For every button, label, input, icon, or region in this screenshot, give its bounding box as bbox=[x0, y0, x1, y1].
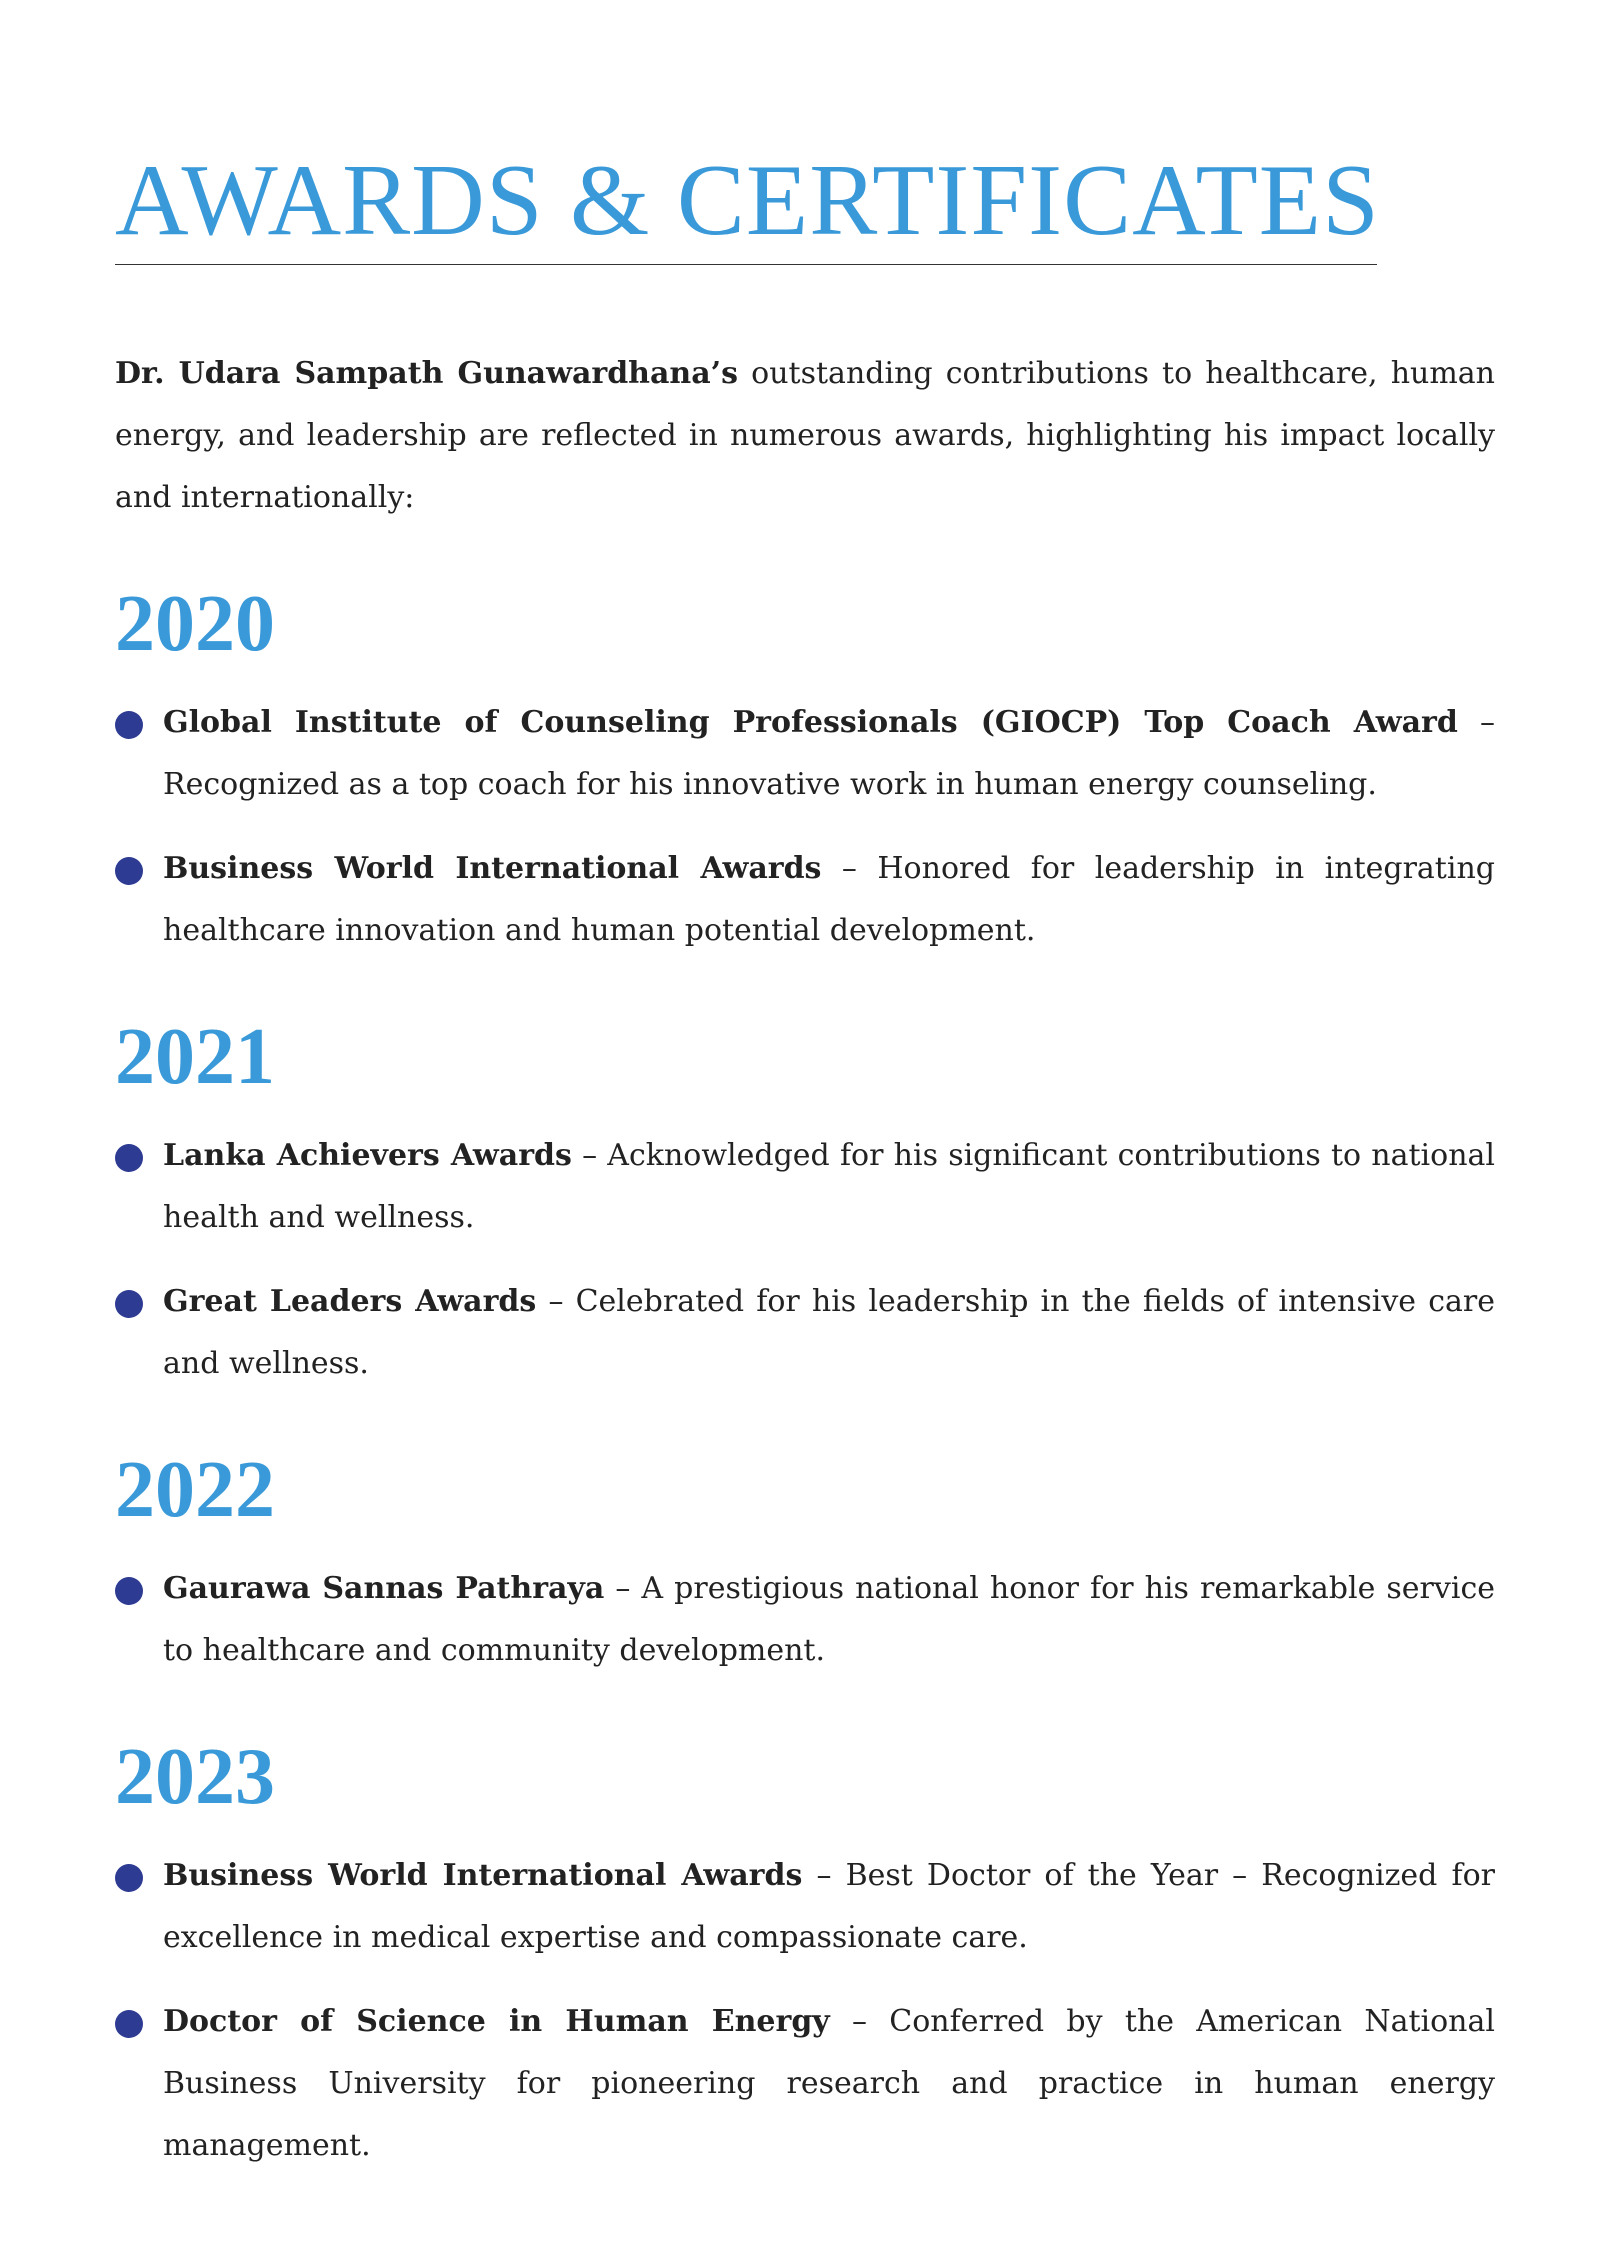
award-item bbox=[115, 1125, 1495, 1249]
bullet-icon bbox=[115, 711, 143, 739]
award-name: Lanka Achievers Awards bbox=[163, 1138, 572, 1173]
award-name: Business World International Awards bbox=[163, 851, 822, 886]
year-heading-2023: 2023 bbox=[115, 1733, 275, 1821]
award-name: Doctor of Science in Human Energy bbox=[163, 2004, 830, 2039]
bullet-icon bbox=[115, 1577, 143, 1605]
award-name: Business World International Awards bbox=[163, 1858, 803, 1893]
intro-name: Dr. Udara Sampath Gunawardhana’s bbox=[115, 356, 739, 391]
bullet-icon bbox=[115, 1864, 143, 1892]
award-description: – A prestigious national honor for his remarkable service to healthcare and community development. bbox=[163, 1571, 1495, 1668]
award-description: – Acknowledged for his significant contributions to national health and wellness. bbox=[163, 1138, 1495, 1235]
title-underline bbox=[115, 264, 1377, 265]
bullet-icon bbox=[115, 2010, 143, 2038]
award-name: Global Institute of Counseling Professionals (GIOCP) Top Coach Award bbox=[163, 705, 1458, 740]
award-item bbox=[115, 1991, 1495, 2177]
year-heading-2021: 2021 bbox=[115, 1013, 275, 1101]
award-name: Gaurawa Sannas Pathraya bbox=[163, 1571, 605, 1606]
bullet-icon bbox=[115, 857, 143, 885]
award-item bbox=[115, 692, 1495, 816]
year-heading-2020: 2020 bbox=[115, 580, 275, 668]
document-page bbox=[115, 144, 1495, 2199]
award-item bbox=[115, 838, 1495, 962]
award-description: – Conferred by the American National Business University for pioneering research and practice in human energy management. bbox=[163, 2004, 1495, 2163]
award-item bbox=[115, 1271, 1495, 1395]
intro-text: outstanding contributions to healthcare, human energy, and leadership are reflected in numerous awards, highlighting his impact locally and internationally: bbox=[115, 356, 1495, 515]
year-heading-2022: 2022 bbox=[115, 1446, 275, 1534]
award-name: Great Leaders Awards bbox=[163, 1284, 537, 1319]
intro-paragraph bbox=[115, 343, 1495, 529]
award-description: – Recognized as a top coach for his innovative work in human energy counseling. bbox=[163, 705, 1495, 802]
award-description: – Best Doctor of the Year – Recognized for excellence in medical expertise and compassionate care. bbox=[163, 1858, 1495, 1955]
bullet-icon bbox=[115, 1290, 143, 1318]
award-description: – Honored for leadership in integrating healthcare innovation and human potential development. bbox=[163, 851, 1495, 948]
bullet-icon bbox=[115, 1144, 143, 1172]
page-title: AWARDS & CERTIFICATES bbox=[115, 144, 1380, 257]
award-description: – Celebrated for his leadership in the fields of intensive care and wellness. bbox=[163, 1284, 1495, 1381]
award-item bbox=[115, 1845, 1495, 1969]
award-item bbox=[115, 1558, 1495, 1682]
